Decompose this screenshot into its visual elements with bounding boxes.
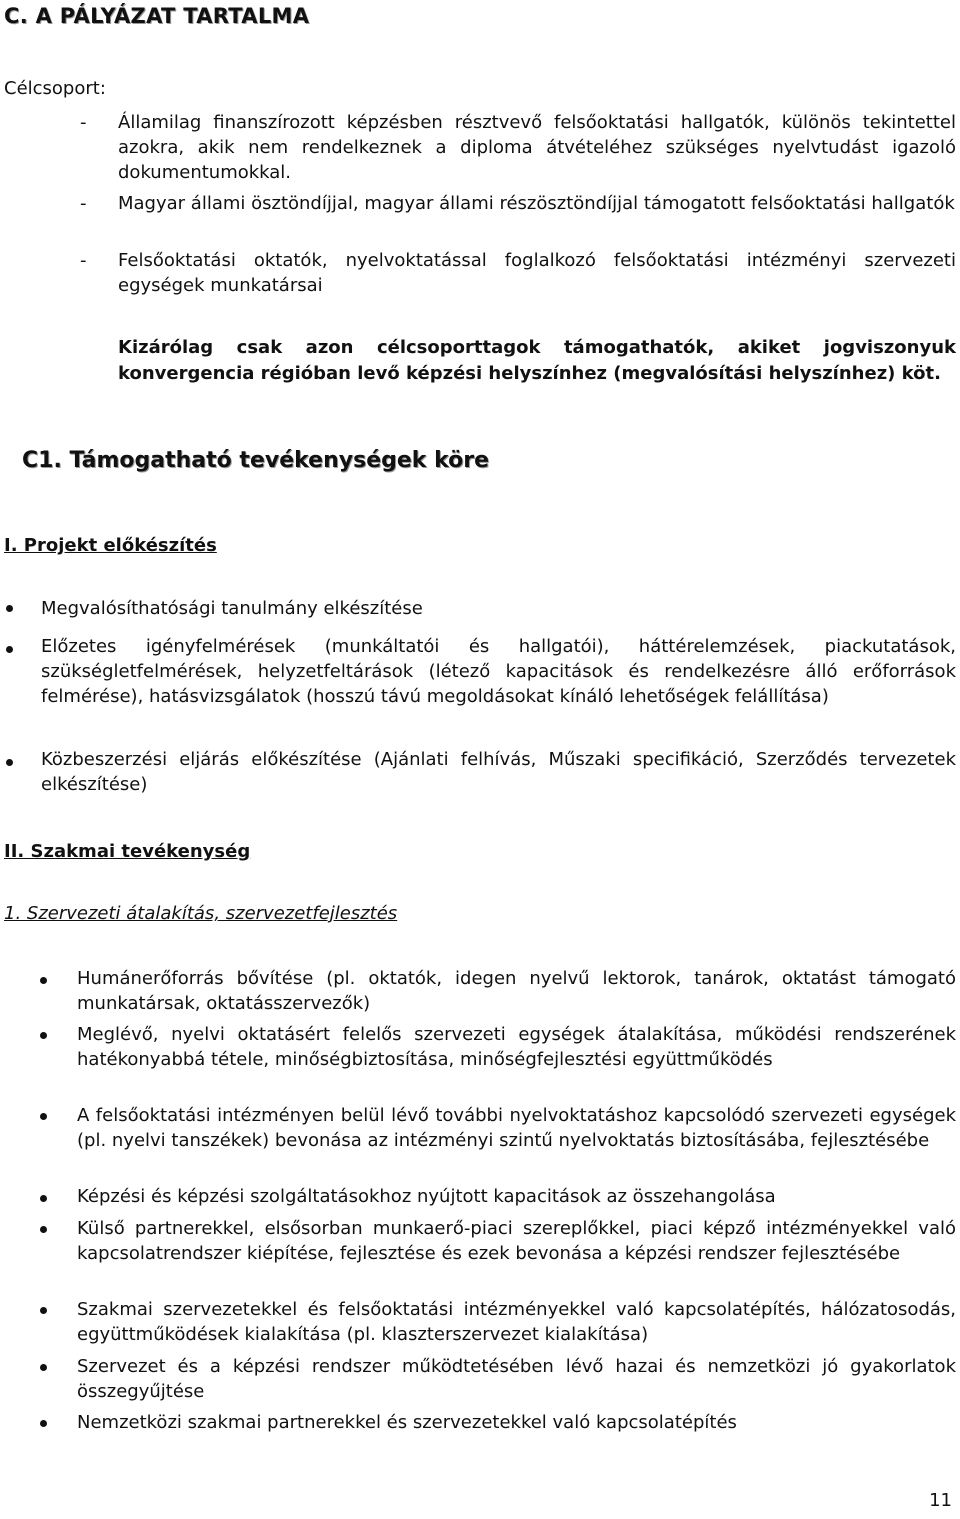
restriction-note: Kizárólag csak azon célcsoporttagok támogathatók, akiket jogviszonyuk konvergencia régióban levő képzési helyszínhez (megvalósítási helyszínhez) köt. (118, 337, 956, 384)
list-item: Képzési és képzési szolgáltatásokhoz nyújtott kapacitások az összehangolása (77, 1186, 776, 1207)
dash-marker: - (80, 112, 87, 133)
bullet-icon (6, 605, 13, 612)
target-group-item: Felsőoktatási oktatók, nyelvoktatással foglalkozó felsőoktatási intézményi szervezeti egységek munkatársai (118, 250, 956, 296)
dash-marker: - (80, 250, 87, 271)
target-group-item: Magyar állami ösztöndíjjal, magyar állami részösztöndíjjal támogatott felsőoktatási hallgatók (118, 193, 955, 214)
bullet-icon (6, 759, 13, 766)
section-1-heading: I. Projekt előkészítés (4, 535, 217, 556)
list-item: Nemzetközi szakmai partnerekkel és szervezetekkel való kapcsolatépítés (77, 1412, 737, 1433)
bullet-icon (40, 1032, 47, 1039)
list-item: Megvalósíthatósági tanulmány elkészítése (41, 598, 423, 619)
target-group-label: Célcsoport: (4, 78, 106, 99)
bullet-icon (40, 1420, 47, 1427)
bullet-icon (40, 1307, 47, 1314)
bullet-icon (40, 1113, 47, 1120)
section-2-heading: II. Szakmai tevékenység (4, 841, 251, 862)
bullet-icon (6, 646, 13, 653)
bullet-icon (40, 1226, 47, 1233)
list-item: Meglévő, nyelvi oktatásért felelős szervezeti egységek átalakítása, működési rendszerének hatékonyabbá tétele, minőségbiztosítása, minőségfejlesztési együttműködés (77, 1024, 956, 1070)
list-item: A felsőoktatási intézményen belül lévő további nyelvoktatáshoz kapcsolódó szervezeti egységek (pl. nyelvi tanszékek) bevonása az intézményi szintű nyelvoktatás biztosításába, fejlesztésébe (77, 1105, 956, 1151)
list-item: Közbeszerzési eljárás előkészítése (Ajánlati felhívás, Műszaki specifikáció, Szerződés tervezetek elkészítése) (41, 749, 956, 795)
list-item: Előzetes igényfelmérések (munkáltatói és hallgatói), háttérelemzések, piackutatások, szükségletfelmérések, helyzetfeltárások (létező kapacitások és rendelkezésre álló erőforrások felmérése), hatásvizsgálatok (hosszú távú megoldásokat kínáló lehetőségek felállítása) (41, 636, 956, 707)
list-item: Külső partnerekkel, elsősorban munkaerő-piaci szereplőkkel, piaci képző intézményekkel való kapcsolatrendszer kiépítése, fejlesztése és ezek bevonása a képzési rendszer fejlesztésébe (77, 1218, 956, 1264)
bullet-icon (40, 977, 47, 984)
list-item: Szervezet és a képzési rendszer működtetésében lévő hazai és nemzetközi jó gyakorlatok összegyűjtése (77, 1356, 956, 1402)
page-number: 11 (929, 1490, 952, 1511)
list-item: Humánerőforrás bővítése (pl. oktatók, idegen nyelvű lektorok, tanárok, oktatást támogató munkatársak, oktatásszervezők) (77, 968, 956, 1014)
bullet-icon (40, 1364, 47, 1371)
bullet-icon (40, 1195, 47, 1202)
section-c1-heading: C1. Támogatható tevékenységek köre (22, 448, 489, 473)
section-2-subheading: 1. Szervezeti átalakítás, szervezetfejlesztés (4, 903, 398, 924)
page-title: C. A PÁLYÁZAT TARTALMA (4, 4, 310, 28)
list-item: Szakmai szervezetekkel és felsőoktatási intézményekkel való kapcsolatépítés, hálózatosodás, együttműködések kialakítása (pl. klaszterszervezet kialakítása) (77, 1299, 956, 1345)
target-group-item: Államilag finanszírozott képzésben résztvevő felsőoktatási hallgatók, különös tekintettel azokra, akik nem rendelkeznek a diploma átvételéhez szükséges nyelvtudást igazoló dokumentumokkal. (118, 112, 956, 183)
dash-marker: - (80, 193, 87, 214)
